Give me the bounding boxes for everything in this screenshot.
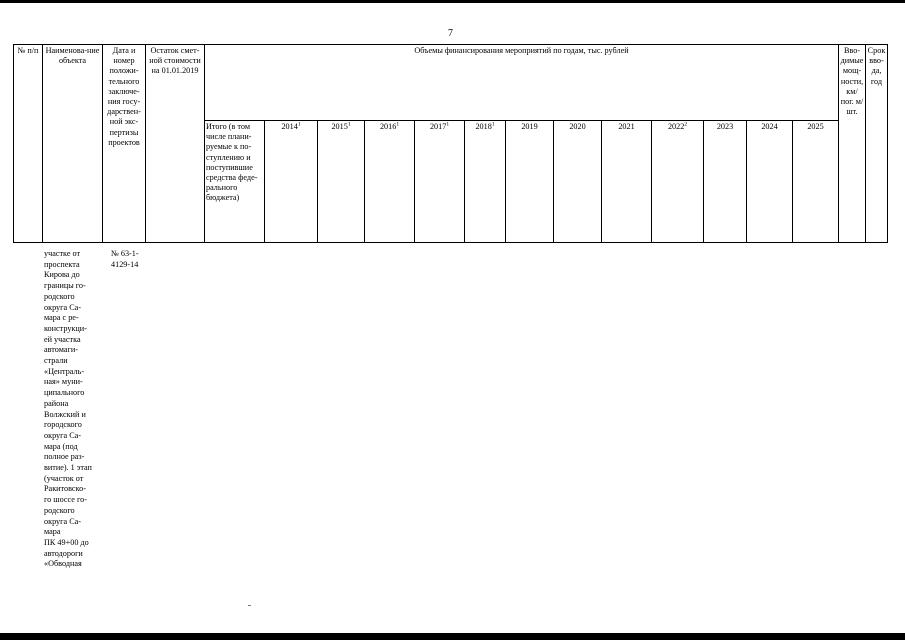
footnote-marker: 1 [347, 121, 351, 128]
header-year-cell [554, 121, 602, 243]
header-year-label: 2024 [761, 122, 778, 131]
header-year-cell [506, 121, 554, 243]
header-year-label: 2017 [429, 122, 447, 131]
header-year-label: 2023 [716, 122, 734, 131]
header-year-label: 2019 [521, 122, 538, 131]
header-year-label: 2016 [379, 122, 397, 131]
footnote-marker: 2 [684, 121, 688, 128]
header-year-cell [747, 121, 793, 243]
page-number: 7 [448, 28, 453, 39]
footnote-marker: 1 [297, 121, 301, 128]
header-year-cell [365, 121, 415, 243]
header-capacity: Вво-димые мощ-ности, км/ пог. м/шт. [839, 45, 866, 243]
header-object-name: Наименова-ние объекта [43, 45, 103, 243]
header-total: Итого (в том числе плани-руемые к по-ступлению и поступившие средства феде-рального бюджета) [205, 121, 265, 243]
header-year-cell [793, 121, 839, 243]
header-year-cell [318, 121, 365, 243]
header-funding-volumes: Объемы финансирования мероприятий по годам, тыс. рублей [205, 45, 839, 121]
conclusion-number: № 63-1- 4129-14 [111, 249, 139, 269]
header-year-label: 2015 [331, 122, 348, 131]
header-year-label: 2014 [281, 122, 298, 131]
bottom-border-bar [0, 633, 905, 640]
top-border-bar [0, 0, 905, 3]
header-year-cell [265, 121, 318, 243]
header-conclusion: Дата и номер положи-тельного заключе-ния госу-дарствен-ной экс-пертизы проектов [103, 45, 146, 243]
header-year-cell [602, 121, 652, 243]
header-balance: Остаток смет-ной стоимости на 01.01.2019 [146, 45, 205, 243]
header-year-cell [465, 121, 506, 243]
header-year-cell [704, 121, 747, 243]
header-year-label: 2021 [618, 122, 635, 131]
footnote-marker: 1 [396, 121, 400, 128]
header-year-label: 2025 [807, 122, 824, 131]
header-year-label: 2018 [475, 122, 492, 131]
funding-table-header [13, 44, 888, 243]
header-year-cell [415, 121, 465, 243]
header-year-label: 2020 [569, 122, 586, 131]
header-year-label: 2022 [667, 122, 685, 131]
object-name-continued: участке от проспекта Кирова до границы го- родского округа Са- мара с ре- конструкци- ей участка автомаги- страли «Централь- ная» муни- ципального района Волжский и городского округа Са- мара (под полное раз- витие). 1 этап (участок от Ракитовско- го шоссе го- родского округа Са- мара ПК 49+00 до автодороги «Обводная [44, 249, 92, 569]
header-num: № п/п [14, 45, 43, 243]
header-year-cell [652, 121, 704, 243]
stray-mark [248, 605, 251, 606]
footnote-marker: 1 [446, 121, 450, 128]
footnote-marker: 1 [491, 121, 495, 128]
header-deadline: Срок вво-да, год [866, 45, 888, 243]
